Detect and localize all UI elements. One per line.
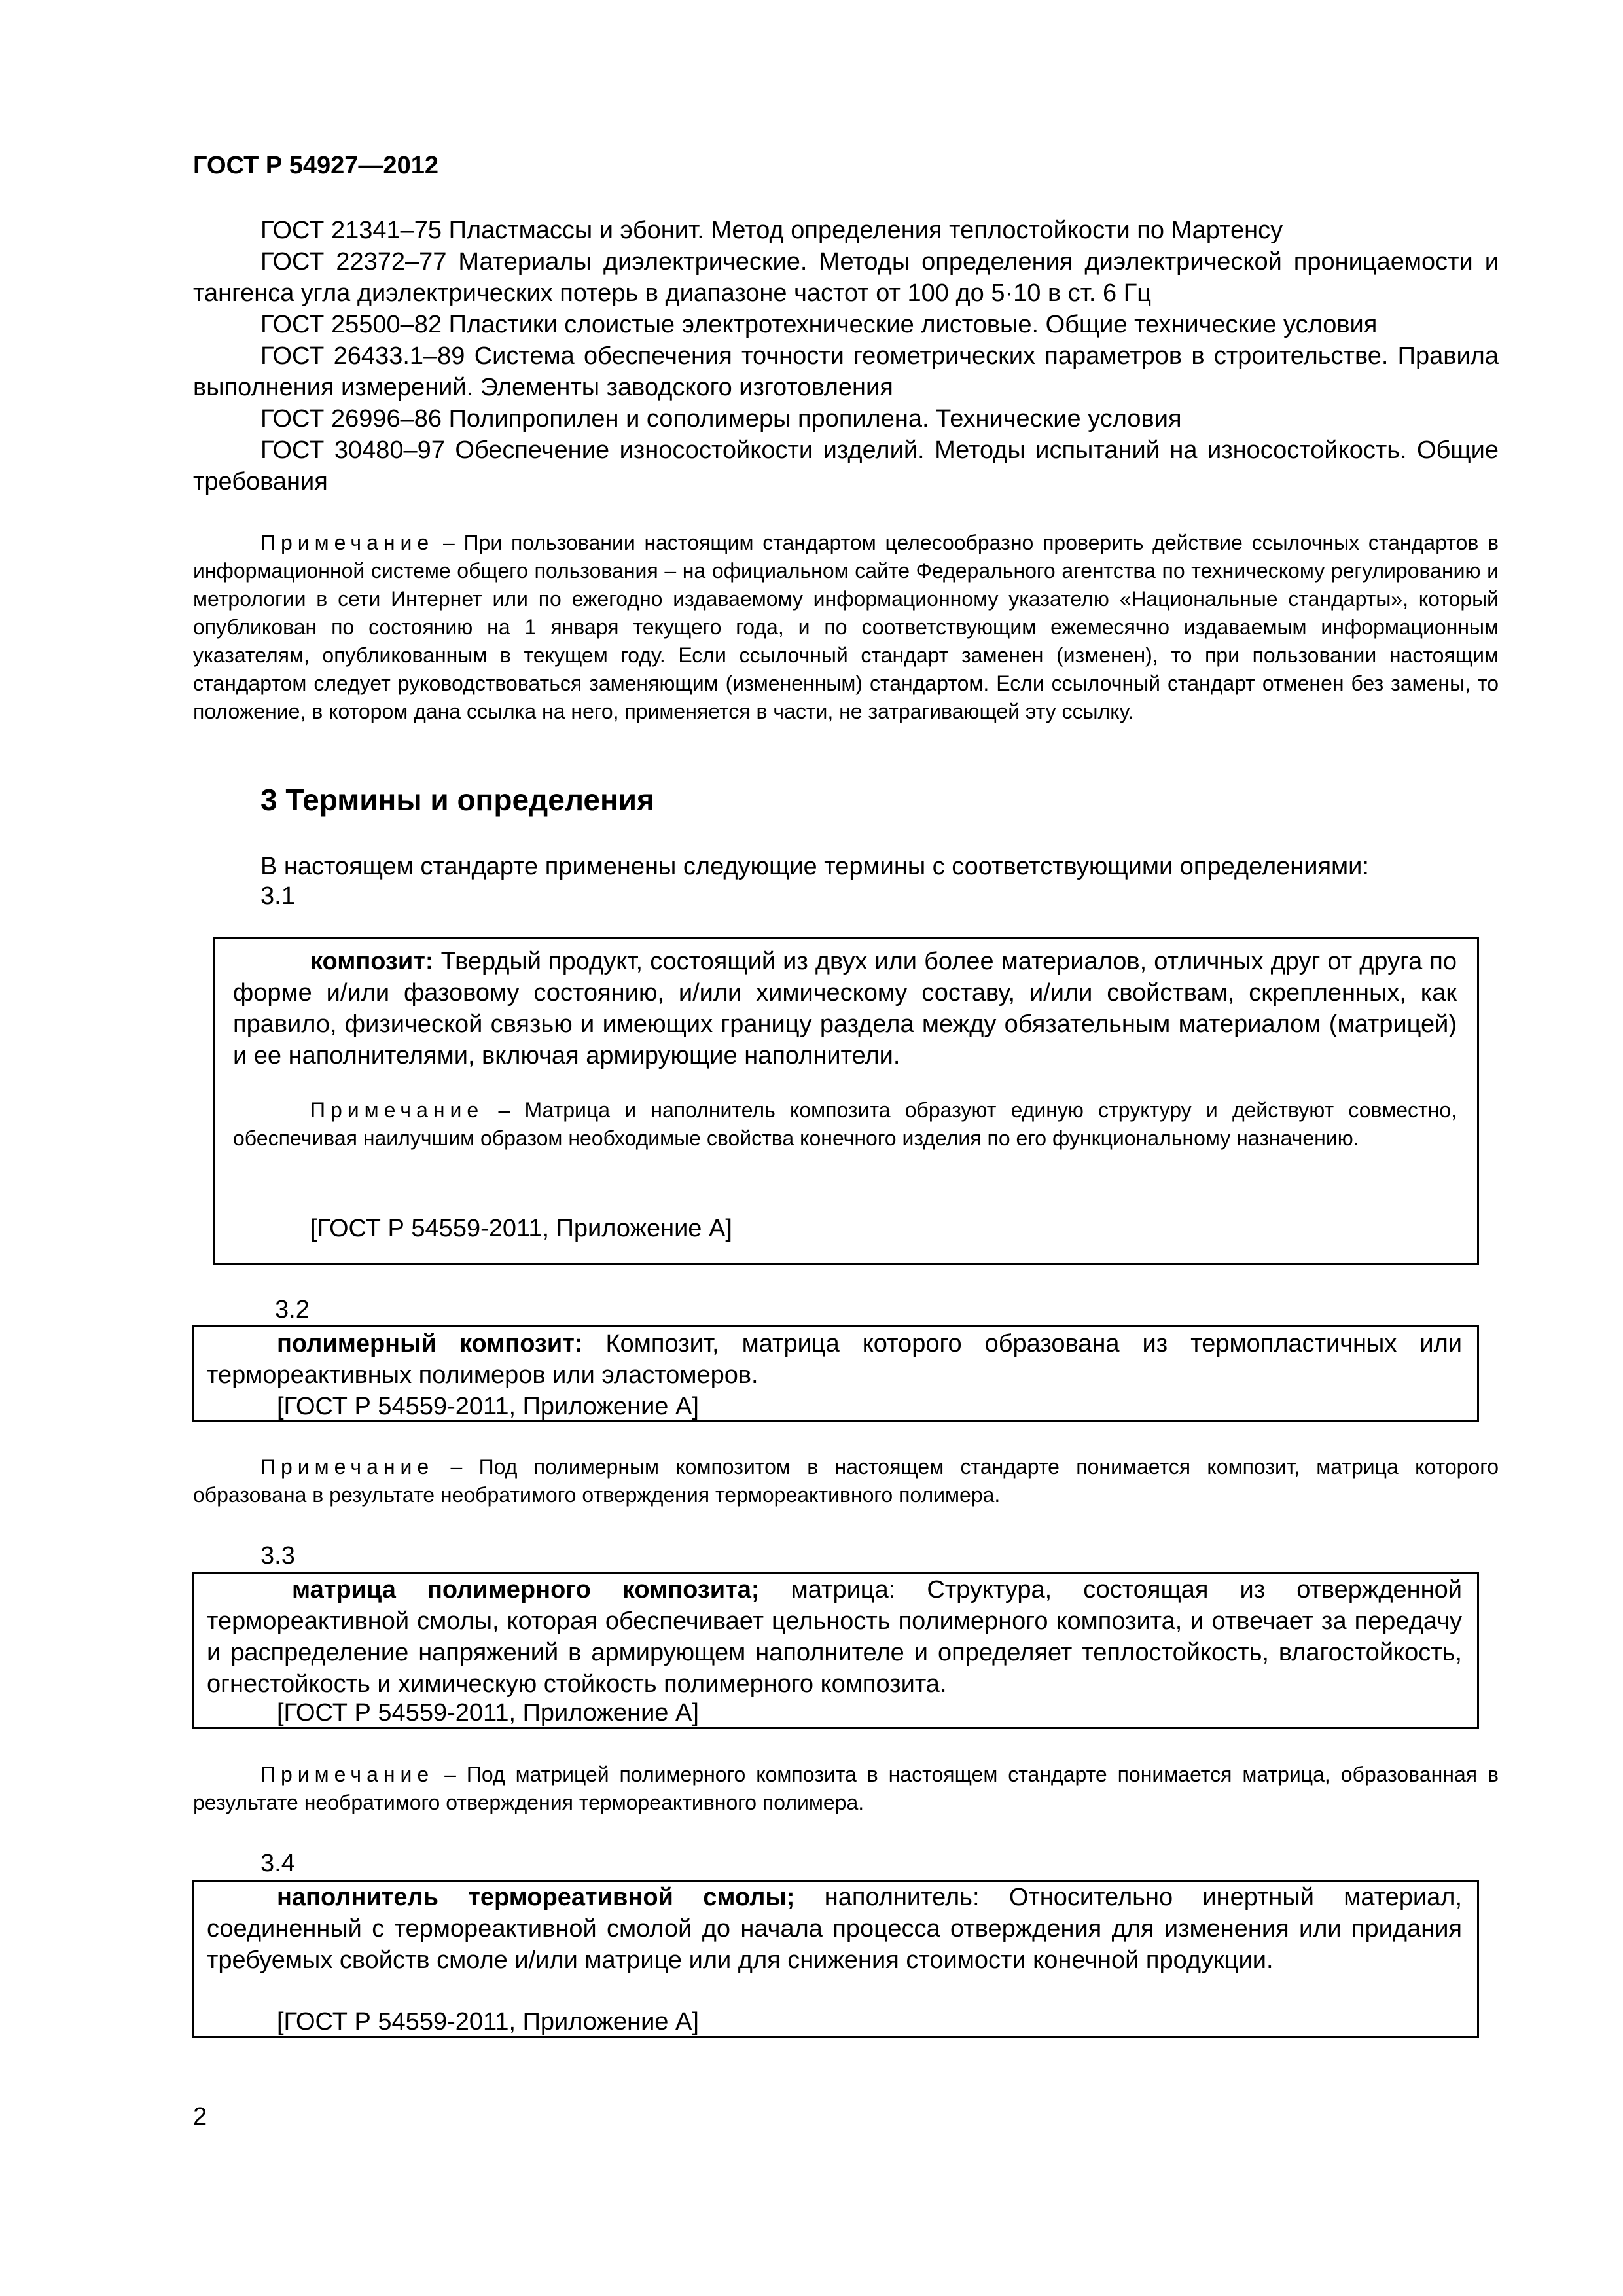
page-number: 2	[193, 2103, 207, 2130]
reference-item: ГОСТ 26996–86 Полипропилен и сополимеры пропилена. Технические условия	[260, 405, 1182, 433]
term-source: [ГОСТ Р 54559-2011, Приложение А]	[277, 2008, 699, 2036]
term-definition: матрица полимерного композита; матрица: Структура, состоящая из отвержденной термореактивной смолы, которая обеспечивает цельность полимерного композита, и отвечает за передачу и распределение напряжений в армирующем наполнителе и определяет теплостойкость, влагостойкость, огнестойкость и химическую стойкость полимерного композита.	[207, 1576, 1463, 1698]
term-name: матрица полимерного композита;	[292, 1576, 760, 1604]
term-definition: наполнитель термореативной смолы; наполнитель: Относительно инертный материал, соединенный с термореактивной смолой до начала процесса отверждения для изменения или придания требуемых свойств смоле и/или матрице или для снижения стоимости конечной продукции.	[207, 1884, 1463, 1974]
reference-item: ГОСТ 22372–77 Материалы диэлектрические. Методы определения диэлектрической проницаемости и тангенса угла диэлектрических потерь в диапазоне частот от 100 до 5·10 в ст. 6 Гц	[193, 248, 1499, 307]
term-box	[213, 937, 1479, 1265]
document-header: ГОСТ Р 54927—2012	[193, 152, 438, 179]
term-number: 3.4	[260, 1850, 295, 1877]
term-source: [ГОСТ Р 54559-2011, Приложение А]	[277, 1393, 699, 1420]
term-definition: композит: Твердый продукт, состоящий из двух или более материалов, отличных друг от друга по форме и/или фазовому состоянию, и/или химическому составу, и/или свойствам, скрепленных, как правило, физической связью и имеющих границу раздела между обязательным материалом (матрицей) и ее наполнителями, включая армирующие наполнители.	[233, 948, 1457, 1069]
term-box	[192, 1572, 1479, 1729]
term-number: 3.3	[260, 1542, 295, 1570]
term-number: 3.2	[275, 1296, 310, 1323]
term-note: Примечание – Под матрицей полимерного композита в настоящем стандарте понимается матрица, образованная в результате необратимого отверждения термореактивного полимера.	[193, 1763, 1499, 1814]
term-source: [ГОСТ Р 54559-2011, Приложение А]	[310, 1215, 732, 1242]
term-number: 3.1	[260, 882, 295, 910]
reference-item: ГОСТ 26433.1–89 Система обеспечения точности геометрических параметров в строительстве. Правила выполнения измерений. Элементы заводского изготовления	[193, 342, 1499, 401]
term-name: композит:	[310, 948, 434, 975]
term-definition: полимерный композит: Композит, матрица которого образована из термопластичных или термореактивных полимеров или эластомеров.	[207, 1330, 1462, 1389]
term-note: Примечание – Матрица и наполнитель композита образуют единую структуру и действуют совместно, обеспечивая наилучшим образом необходимые свойства конечного изделия по его функциональному назначению.	[233, 1098, 1457, 1150]
references-note: Примечание – При пользовании настоящим стандартом целесообразно проверить действие ссылочных стандартов в информационной системе общего пользования – на официальном сайте Федерального агентства по техническому регулированию и метрологии в сети Интернет или по ежегодно издаваемому информационному указателю «Национальные стандарты», который опубликован по состоянию на 1 января текущего года, и по соответствующим ежемесячно издаваемым информационным указателям, опубликованным в текущем году. Если ссылочный стандарт заменен (изменен), то при пользовании настоящим стандартом следует руководствоваться заменяющим (измененным) стандартом. Если ссылочный стандарт отменен без замены, то положение, в котором дана ссылка на него, применяется в части, не затрагивающей эту ссылку.	[193, 531, 1499, 723]
term-name: полимерный композит:	[277, 1330, 583, 1357]
reference-item: ГОСТ 21341–75 Пластмассы и эбонит. Метод определения теплостойкости по Мартенсу	[260, 217, 1283, 244]
term-box	[192, 1880, 1479, 2038]
reference-item: ГОСТ 30480–97 Обеспечение износостойкости изделий. Методы испытаний на износостойкость. Общие требования	[193, 437, 1499, 495]
section-title: 3 Термины и определения	[260, 783, 654, 817]
term-box	[192, 1325, 1479, 1422]
term-note: Примечание – Под полимерным композитом в настоящем стандарте понимается композит, матрица которого образована в результате необратимого отверждения термореактивного полимера.	[193, 1455, 1499, 1507]
section-intro: В настоящем стандарте применены следующие термины с соответствующими определениями:	[260, 853, 1369, 880]
term-source: [ГОСТ Р 54559-2011, Приложение А]	[277, 1699, 699, 1727]
term-name: наполнитель термореативной смолы;	[277, 1884, 795, 1911]
reference-item: ГОСТ 25500–82 Пластики слоистые электротехнические листовые. Общие технические условия	[260, 311, 1378, 338]
